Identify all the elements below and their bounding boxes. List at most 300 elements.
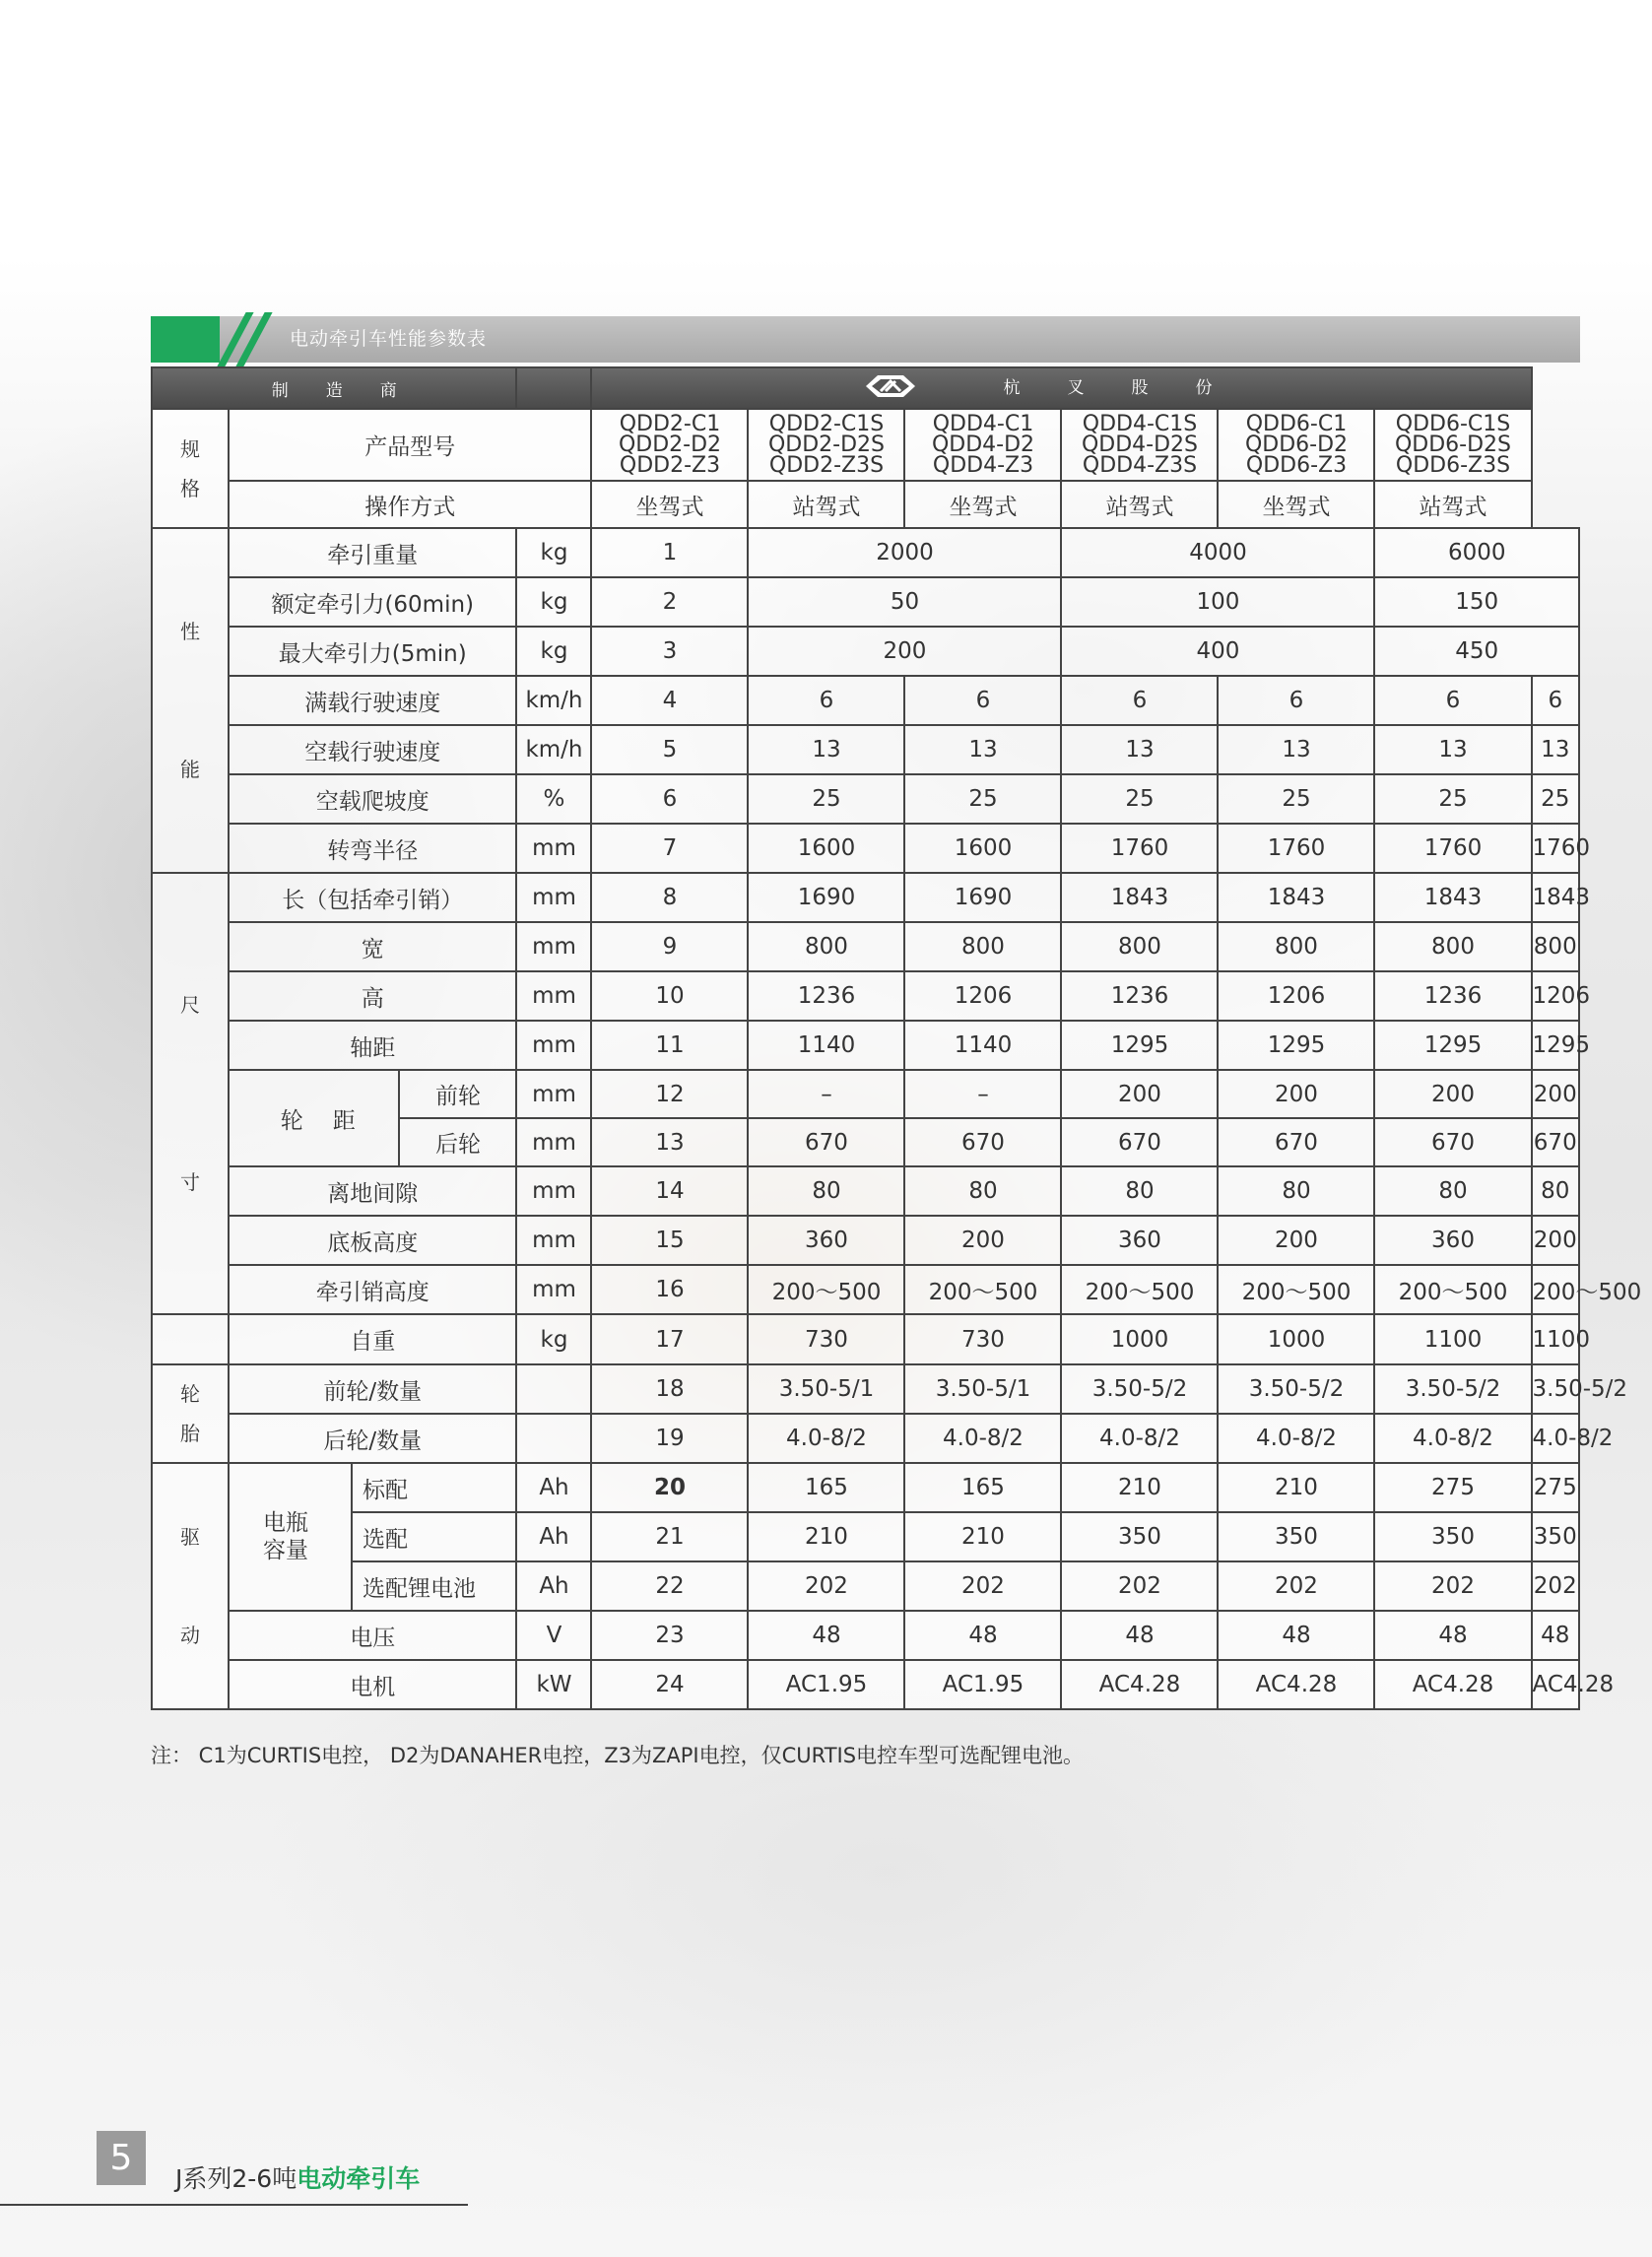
spec-table-body [152,409,1642,1709]
value-cell-text: 202 [1431,1573,1475,1599]
value-cell [1532,1660,1615,1709]
row-number-cell [591,577,748,627]
spec-row [152,1314,1579,1364]
value-cell [1218,873,1374,922]
value-cell [1061,1512,1218,1561]
merged-value-cell [1061,528,1374,577]
value-cell [1218,725,1374,774]
value-cell [748,1021,904,1070]
value-cell-text: 200～500 [1085,1279,1195,1305]
category-perf-char: 能 [180,758,200,781]
row-number-cell-text: 2 [662,589,678,615]
value-cell-text: 200～500 [1241,1279,1352,1305]
spec-row [152,922,1579,971]
row-number-cell-text: 10 [655,983,685,1009]
spec-row [152,1414,1579,1463]
value-cell-text: 4.0-8/2 [1099,1426,1180,1451]
row-name-cell [229,1314,516,1364]
value-cell [904,922,1061,971]
value-cell-text: 1843 [1532,885,1591,910]
row-number-cell [591,1561,748,1611]
row-name-cell [399,1118,516,1166]
row-unit-cell [516,774,591,824]
value-cell [748,824,904,873]
value-cell-text: 730 [961,1326,1005,1353]
value-cell-text: 200～500 [928,1279,1038,1305]
value-cell-text: 48 [968,1623,998,1648]
banner-green-block [151,316,220,363]
battery-group-label: 电瓶容量 [263,1510,308,1563]
row-number-cell [591,774,748,824]
operation-cell [748,481,904,528]
row-number-cell [591,922,748,971]
row-name: 电压 [350,1625,396,1651]
value-cell-text: AC4.28 [1412,1672,1494,1697]
row-unit-cell [516,1216,591,1265]
value-cell-text: 25 [812,786,841,812]
value-cell-text: 1206 [1267,983,1326,1009]
value-cell-text: 1236 [797,983,856,1009]
merged-value-cell [748,627,1061,676]
value-cell-text: 210 [1275,1475,1318,1500]
value-cell-text: – [977,1081,989,1107]
row-name: 选配锂电池 [363,1575,476,1602]
value-cell [1218,1414,1374,1463]
value-cell-text: 200 [1275,1228,1318,1253]
row-unit-cell [516,1070,591,1118]
value-cell-text: 48 [1282,1623,1311,1648]
value-cell [1374,1216,1531,1265]
row-unit-cell-text: Ah [539,1475,569,1500]
value-cell-text: 202 [961,1573,1005,1599]
value-cell-text: 210 [805,1524,848,1550]
value-cell [1374,1070,1531,1118]
spec-row [152,824,1579,873]
value-cell-text: 25 [1125,786,1155,812]
operation-cell-text: 站驾式 [1105,494,1174,520]
row-unit-cell [516,1166,591,1216]
value-cell-text: 202 [1533,1573,1577,1599]
value-cell [1061,1118,1218,1166]
row-number-cell [591,1118,748,1166]
value-cell [1374,774,1531,824]
model-label-cell [229,409,591,481]
row-unit-cell-text: mm [532,835,576,861]
row-unit-cell [516,1414,591,1463]
value-cell-text: 200 [1431,1081,1475,1107]
value-cell [1061,1561,1218,1611]
value-cell-text: 1843 [1423,885,1483,910]
value-cell [1532,1216,1579,1265]
model-name: QDD6-D2S [1394,432,1512,457]
row-number-cell-text: 13 [655,1129,685,1156]
row-number-cell [591,971,748,1021]
value-cell [1218,922,1374,971]
footer-product: 电动牵引车 [297,2164,421,2193]
row-name: 牵引销高度 [315,1279,430,1305]
row-number-cell [591,528,748,577]
spec-row [152,676,1579,725]
row-unit-cell [516,627,591,676]
row-name: 转弯半径 [327,837,419,864]
footer-series: J系列2-6吨 [175,2164,297,2193]
value-cell-text: 48 [812,1623,841,1648]
value-cell [1532,676,1579,725]
model-name: QDD2-Z3S [768,453,885,478]
row-unit-cell-text: mm [532,1178,576,1204]
model-cell [904,409,1061,481]
merged-value-cell-text: 150 [1455,589,1499,615]
row-name: 满载行驶速度 [304,690,441,716]
value-cell [1532,971,1591,1021]
value-cell-text: 25 [968,786,998,812]
model-name: QDD4-Z3 [932,453,1034,478]
value-cell [904,1611,1061,1660]
row-unit-cell-text: % [543,786,565,812]
value-cell-text: 3.50-5/2 [1091,1376,1188,1402]
spec-row [152,1216,1579,1265]
value-cell-text: 3.50-5/2 [1405,1376,1501,1402]
row-unit-cell [516,1364,591,1414]
model-name: QDD2-D2 [618,432,722,457]
value-cell-text: 360 [1431,1228,1475,1253]
row-number-cell-text: 6 [662,786,678,812]
value-cell [1061,774,1218,824]
spec-row [152,528,1579,577]
value-cell-text: AC1.95 [785,1672,868,1697]
row-name: 最大牵引力(5min) [278,640,467,667]
row-number-cell-text: 24 [655,1672,685,1697]
value-cell [904,873,1061,922]
row-number-cell-text: 9 [662,934,678,960]
value-cell [1374,922,1531,971]
value-cell [1374,1561,1531,1611]
row-unit-cell [516,824,591,873]
value-cell-text: 730 [805,1326,848,1353]
value-cell [1218,971,1374,1021]
value-cell [1532,1463,1579,1512]
value-cell-text: 350 [1275,1524,1318,1550]
row-number-cell [591,1265,748,1314]
row-number-cell-text: 14 [655,1178,685,1204]
model-name: QDD6-Z3S [1395,453,1511,478]
row-unit-cell-text: mm [532,1032,576,1058]
value-cell-text: 1295 [1110,1032,1169,1058]
row-number-cell-text: 20 [653,1475,686,1500]
row-name: 自重 [350,1329,396,1355]
value-cell-text: 202 [1118,1573,1161,1599]
value-cell-text: 3.50-5/1 [935,1376,1031,1402]
merged-value-cell [748,528,1061,577]
value-cell [1061,824,1218,873]
value-cell-text: 200 [1118,1081,1161,1107]
model-cell [1218,409,1374,481]
row-number-cell [591,1414,748,1463]
value-cell-text: 1236 [1423,983,1483,1009]
value-cell [1218,1660,1374,1709]
value-cell-text: AC4.28 [1255,1672,1338,1697]
model-name: QDD4-C1S [1082,412,1198,436]
value-cell-text: 1760 [1532,835,1591,861]
row-unit-cell [516,1512,591,1561]
value-cell-text: 1295 [1532,1032,1591,1058]
value-cell-text: 6 [1289,688,1304,713]
wheelbase-group-label: 轮距 [280,1107,385,1134]
value-cell [748,922,904,971]
row-number-cell-text: 7 [662,835,678,861]
value-cell-text: 80 [1541,1178,1570,1204]
value-cell [748,1660,904,1709]
model-name: QDD4-Z3S [1082,453,1198,478]
row-unit-cell [516,1463,591,1512]
value-cell [1532,922,1579,971]
value-cell-text: 200 [1533,1228,1577,1253]
value-cell-text: 25 [1541,786,1570,812]
row-name: 选配 [363,1526,408,1553]
row-number-cell [591,627,748,676]
value-cell-text: 48 [1125,1623,1155,1648]
value-cell-text: – [821,1081,832,1107]
value-cell [1061,1314,1218,1364]
value-cell [1218,676,1374,725]
manufacturer-value: 杭叉股份 [1003,378,1260,398]
value-cell-text: 1600 [954,835,1013,861]
category-dim [152,873,229,1314]
value-cell-text: 80 [812,1178,841,1204]
value-cell [748,1414,904,1463]
value-cell-text: 670 [1533,1129,1577,1156]
model-name: QDD6-C1S [1395,412,1511,436]
value-cell [904,1660,1061,1709]
value-cell [1061,1265,1218,1314]
row-unit-cell [516,1118,591,1166]
value-cell-text: AC4.28 [1098,1672,1181,1697]
row-number-cell-text: 17 [655,1326,685,1353]
value-cell-text: 1100 [1532,1326,1591,1353]
value-cell [1532,1021,1591,1070]
value-cell [748,873,904,922]
row-unit-cell [516,873,591,922]
value-cell [1374,1512,1531,1561]
value-cell [1374,971,1531,1021]
manufacturer-gap-cell [516,367,591,409]
row-name-cell [229,774,516,824]
value-cell [1374,1660,1531,1709]
row-unit-cell-text: kg [540,1326,568,1353]
manufacturer-row [152,367,1579,409]
value-cell [1532,1512,1579,1561]
row-unit-cell-text: mm [532,1081,576,1107]
value-cell [1218,1611,1374,1660]
spec-row [152,1463,1579,1512]
value-cell [904,1314,1061,1364]
spec-row [152,1660,1579,1709]
row-number-cell [591,1166,748,1216]
value-cell [748,1216,904,1265]
row-unit-cell [516,577,591,627]
operation-cell [1374,481,1531,528]
value-cell [1218,1512,1374,1561]
value-cell [904,725,1061,774]
value-cell [904,1414,1061,1463]
value-cell [1218,1216,1374,1265]
row-number-cell-text: 11 [655,1032,685,1058]
value-cell [1061,1660,1218,1709]
value-cell [748,1364,904,1414]
value-cell-text: 800 [961,934,1005,960]
merged-value-cell-text: 4000 [1189,540,1247,565]
row-number-cell-text: 23 [655,1623,685,1648]
value-cell [1374,873,1531,922]
value-cell [1061,1070,1218,1118]
manufacturer-label: 制造商 [271,380,434,401]
row-name: 牵引重量 [327,542,419,568]
row-name-cell [229,1166,516,1216]
value-cell-text: 13 [1125,737,1155,763]
spec-row [152,627,1579,676]
category-spec [152,409,229,528]
value-cell [748,774,904,824]
value-cell-text: 4.0-8/2 [1256,1426,1337,1451]
spec-table [151,366,1642,1710]
value-cell [904,1216,1061,1265]
value-cell [1061,725,1218,774]
spec-row [152,1021,1579,1070]
row-number-cell-text: 3 [662,638,678,664]
value-cell [1532,1414,1614,1463]
value-cell [748,1265,904,1314]
value-cell-text: 1100 [1423,1326,1483,1353]
value-cell [1532,774,1579,824]
value-cell-text: 6 [975,688,991,713]
row-name-cell [229,577,516,627]
value-cell [1374,1364,1531,1414]
row-name-cell [229,922,516,971]
operation-cell-text: 坐驾式 [949,494,1018,520]
value-cell [1374,1463,1531,1512]
value-cell-text: 6 [1445,688,1461,713]
operation-cell-text: 站驾式 [792,494,861,520]
value-cell [1218,774,1374,824]
spec-row [152,1070,1579,1118]
manufacturer-value-cell [591,367,1531,409]
row-name-cell [229,1021,516,1070]
spec-row [152,577,1579,627]
value-cell [1218,1561,1374,1611]
model-name: QDD2-C1 [619,412,721,436]
row-unit-cell [516,1265,591,1314]
value-cell-text: 1000 [1267,1326,1326,1353]
category-tire [152,1364,229,1463]
value-cell-text: 800 [1275,934,1318,960]
merged-value-cell [1061,577,1374,627]
category-dim-char: 寸 [180,1170,200,1194]
value-cell [748,676,904,725]
value-cell [1061,676,1218,725]
value-cell [1374,1166,1531,1216]
category-drive-char: 动 [180,1624,200,1647]
row-number-cell-text: 18 [655,1376,685,1402]
row-name-cell [229,1364,516,1414]
value-cell-text: 800 [1118,934,1161,960]
row-name-cell [229,528,516,577]
hangcha-logo-icon [864,373,917,404]
row-number-cell-text: 22 [655,1573,685,1599]
row-name: 后轮 [434,1132,481,1158]
value-cell [1061,922,1218,971]
value-cell-text: 200 [1275,1081,1318,1107]
row-name: 标配 [363,1477,408,1503]
value-cell [1218,1021,1374,1070]
value-cell-text: 80 [968,1178,998,1204]
value-cell [1532,1611,1579,1660]
value-cell-text: 670 [805,1129,848,1156]
operation-cell [1061,481,1218,528]
category-spec-char: 格 [180,476,200,500]
value-cell-text: 350 [1431,1524,1475,1550]
row-number-cell [591,1021,748,1070]
value-cell [1218,1314,1374,1364]
merged-value-cell-text: 50 [890,589,920,615]
row-name: 离地间隙 [327,1180,419,1207]
row-name-cell [229,1265,516,1314]
value-cell [904,1561,1061,1611]
value-cell [1061,1364,1218,1414]
merged-value-cell-text: 100 [1196,589,1240,615]
row-number-cell-text: 1 [662,540,678,565]
value-cell-text: 200 [961,1228,1005,1253]
row-unit-cell [516,1561,591,1611]
spec-row [152,873,1579,922]
value-cell-text: 1843 [1267,885,1326,910]
row-unit-cell-text: mm [532,1129,576,1156]
value-cell [1532,1118,1579,1166]
value-cell [1061,1414,1218,1463]
value-cell [1218,1166,1374,1216]
value-cell [904,1364,1061,1414]
value-cell-text: 1206 [954,983,1013,1009]
row-name-cell [352,1512,516,1561]
spec-row [152,774,1579,824]
category-perf [152,528,229,873]
row-name-cell [229,1611,516,1660]
value-cell [1218,1463,1374,1512]
row-name: 前轮 [434,1084,481,1109]
value-cell-text: 4.0-8/2 [943,1426,1024,1451]
row-unit-cell-text: km/h [525,688,583,713]
value-cell-text: 1295 [1423,1032,1483,1058]
row-unit-cell-text: Ah [539,1524,569,1550]
value-cell [904,824,1061,873]
value-cell-text: 1140 [954,1032,1013,1058]
row-name-cell [229,1216,516,1265]
value-cell-text: 670 [1118,1129,1161,1156]
merged-value-cell [1374,577,1579,627]
value-cell-text: 1140 [797,1032,856,1058]
model-name: QDD4-D2S [1081,432,1198,457]
value-cell-text: 48 [1438,1623,1468,1648]
row-number-cell-text: 21 [655,1524,685,1550]
row-number-cell [591,1364,748,1414]
row-number-cell-text: 12 [655,1081,685,1107]
category-perf-char: 性 [180,620,200,643]
value-cell [1374,1118,1531,1166]
value-cell-text: 1690 [797,885,856,910]
merged-value-cell [1061,627,1374,676]
value-cell-text: 800 [805,934,848,960]
row-name-cell [229,824,516,873]
value-cell-text: 670 [961,1129,1005,1156]
